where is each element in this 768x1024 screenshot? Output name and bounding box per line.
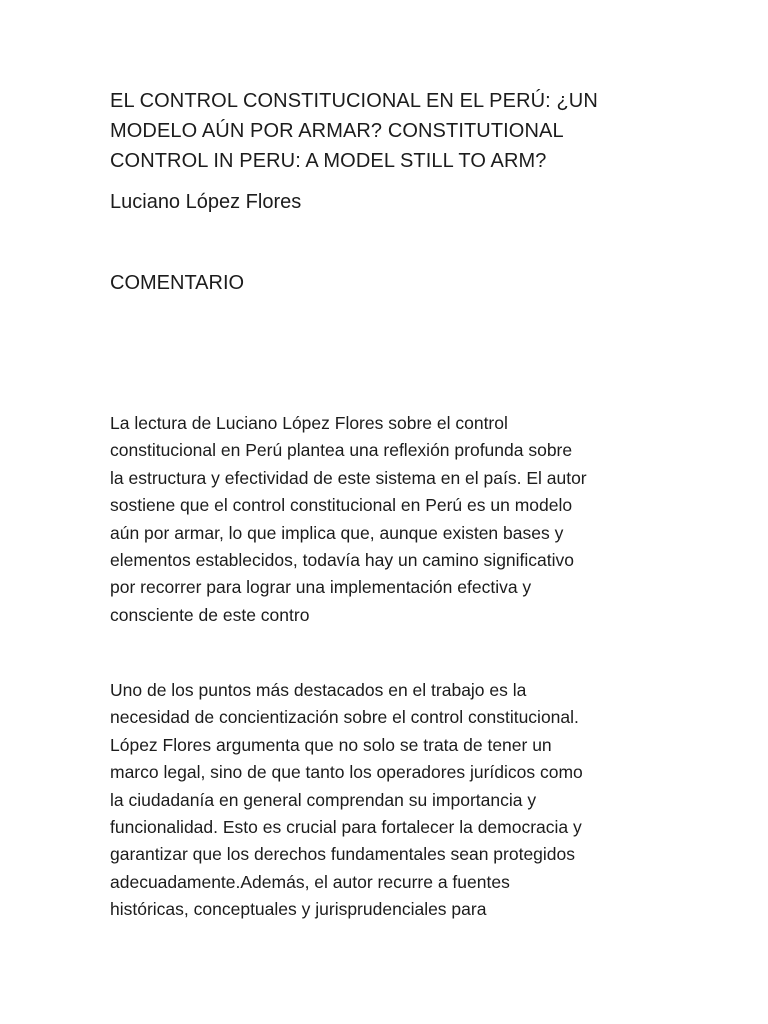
author-name: Luciano López Flores bbox=[110, 191, 302, 213]
paragraph-line: necesidad de concientización sobre el control constitucional. bbox=[110, 707, 579, 728]
title-line: EL CONTROL CONSTITUCIONAL EN EL PERÚ: ¿UN bbox=[110, 90, 598, 112]
body-paragraph-2 bbox=[110, 677, 670, 924]
paragraph-line: garantizar que los derechos fundamentales sean protegidos bbox=[110, 844, 576, 865]
document-title bbox=[110, 86, 670, 176]
paragraph-line: sostiene que el control constitucional en Perú es un modelo bbox=[110, 495, 573, 516]
paragraph-line: históricas, conceptuales y jurisprudenciales para bbox=[110, 899, 487, 920]
paragraph-line: aún por armar, lo que implica que, aunque existen bases y bbox=[110, 522, 564, 543]
paragraph-line: constitucional en Perú plantea una reflexión profunda sobre bbox=[110, 440, 573, 461]
paragraph-line: elementos establecidos, todavía hay un camino significativo bbox=[110, 550, 575, 571]
section-heading: COMENTARIO bbox=[110, 272, 245, 294]
paragraph-line: funcionalidad. Esto es crucial para fortalecer la democracia y bbox=[110, 817, 582, 838]
title-line: CONTROL IN PERU: A MODEL STILL TO ARM? bbox=[110, 150, 547, 172]
paragraph-line: La lectura de Luciano López Flores sobre el control bbox=[110, 413, 508, 433]
paragraph-line: la estructura y efectividad de este sistema en el país. El autor bbox=[110, 467, 587, 488]
paragraph-line: adecuadamente.Además, el autor recurre a fuentes bbox=[110, 871, 510, 892]
paragraph-line: marco legal, sino de que tanto los operadores jurídicos como bbox=[110, 762, 583, 783]
paragraph-line: la ciudadanía en general comprendan su importancia y bbox=[110, 789, 537, 810]
paragraph-line: López Flores argumenta que no solo se trata de tener un bbox=[110, 734, 552, 755]
body-paragraph-1 bbox=[110, 410, 670, 629]
title-line: MODELO AÚN POR ARMAR? CONSTITUTIONAL bbox=[110, 120, 564, 142]
paragraph-line: Uno de los puntos más destacados en el trabajo es la bbox=[110, 680, 527, 700]
paragraph-line: consciente de este contro bbox=[110, 604, 310, 625]
paragraph-line: por recorrer para lograr una implementación efectiva y bbox=[110, 577, 532, 598]
